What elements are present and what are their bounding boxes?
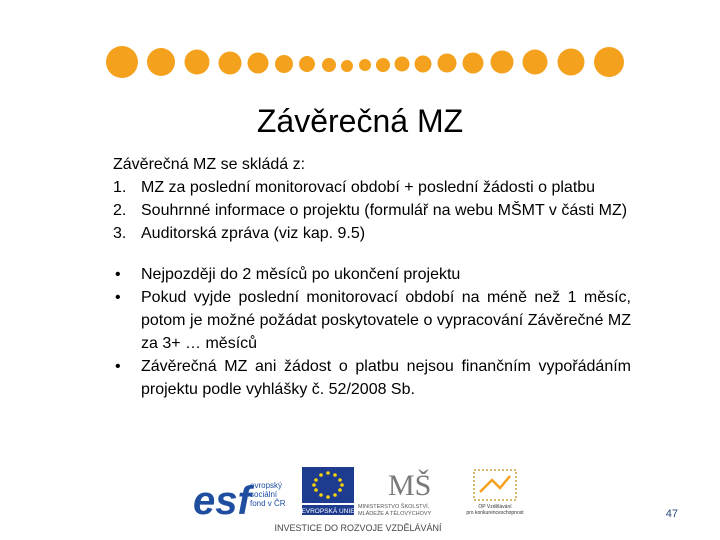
msmt-logo-text-2: MLÁDEŽE A TĚLOVÝCHOVY: [358, 511, 432, 517]
investice-text: INVESTICE DO ROZVOJE VZDĚLÁVÁNÍ: [274, 523, 442, 533]
dot: [322, 58, 336, 72]
dot: [359, 59, 371, 71]
svg-text:esf: esf: [193, 479, 251, 523]
eu-flag-logo: [301, 467, 355, 515]
eu-logo-text: EVROPSKÁ UNIE: [301, 508, 355, 515]
msmt-logo-text-1: MINISTERSTVO ŠKOLSTVÍ,: [358, 504, 430, 510]
dot: [106, 46, 138, 78]
dot: [248, 53, 269, 74]
numbered-item: 1. MZ za poslední monitorovací období + poslední žádosti o platbu: [113, 179, 596, 196]
slide-content: [113, 153, 631, 401]
esf-logo-text-2: sociální: [250, 490, 278, 499]
op-logo-text-2: pro konkurenceschopnost: [466, 510, 524, 516]
logo-strip: [0, 462, 720, 540]
dot: [299, 56, 315, 72]
page-number: 47: [665, 508, 678, 520]
numbered-item: 3. Auditorská zpráva (viz kap. 9.5): [113, 225, 366, 242]
bullet-item: • Závěrečná MZ ani žádost o platbu nejsou finančním vypořádáním projektu podle vyhlášky č. 52/2008 Sb.: [115, 358, 631, 398]
numbered-list: [113, 176, 631, 245]
esf-logo-text-1: evropský: [250, 481, 283, 490]
bullet-list: [113, 263, 631, 401]
dot: [415, 56, 432, 73]
dot: [395, 57, 410, 72]
bullet-item: • Nejpozději do 2 měsíců po ukončení projektu: [115, 266, 461, 283]
slide-title: Závěrečná MZ: [256, 103, 464, 139]
dot: [523, 50, 548, 75]
svg-text:MŠ: MŠ: [388, 469, 432, 502]
esf-logo: [193, 479, 286, 523]
numbered-item: 2. Souhrnné informace o projektu (formulář na webu MŠMT v části MZ): [113, 202, 628, 219]
dot: [275, 55, 293, 73]
dot: [185, 50, 210, 75]
esf-logo-text-3: fond v ČR: [250, 499, 286, 508]
dot: [558, 49, 585, 76]
dot: [219, 52, 242, 75]
bullet-item: • Pokud vyjde poslední monitorovací období na méně než 1 měsíc, potom je možné požádat poskytovatele o vypracování Závěrečné MZ za 3+ … měsíců: [115, 289, 631, 352]
intro-text: Závěrečná MZ se skládá z:: [113, 156, 306, 173]
dot: [147, 48, 175, 76]
dot: [594, 47, 624, 77]
dot: [341, 60, 353, 72]
dot: [463, 53, 484, 74]
op-logo-text-1: OP Vzdělávání: [478, 504, 512, 510]
dot: [376, 58, 390, 72]
op-logo: [466, 470, 524, 516]
msmt-logo: [358, 469, 432, 517]
decorative-dots: [0, 0, 720, 100]
dot: [438, 54, 457, 73]
dot: [491, 51, 514, 74]
